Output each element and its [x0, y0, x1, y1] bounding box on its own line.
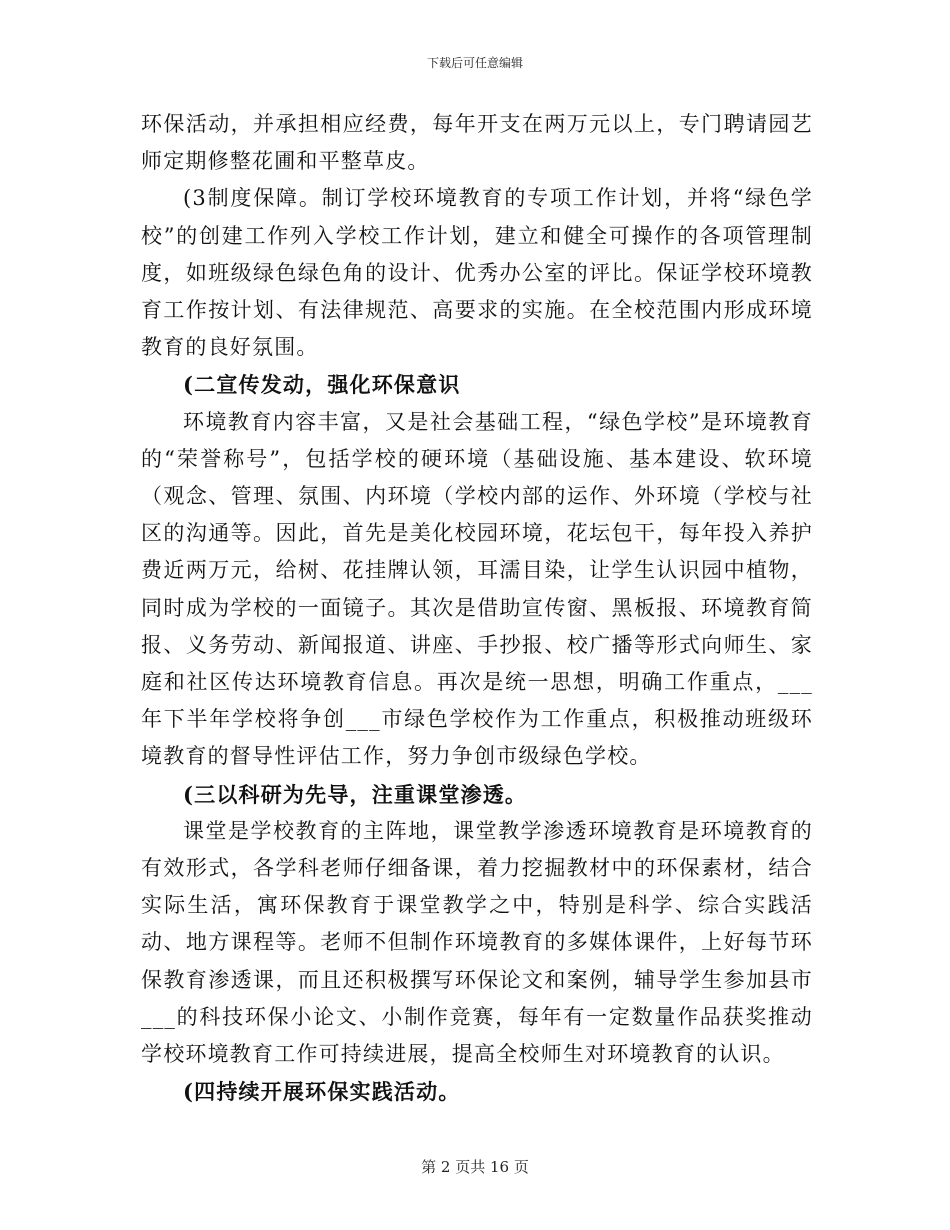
page-header: 下载后可任意编辑 — [426, 56, 523, 70]
paragraph-3: 环境教育内容丰富，又是社会基础工程，“绿色学校”是环境教育的“荣誉称号”，包括学校的硬环境（基础设施、基本建设、软环境（观念、管理、氛围、内环境（学校内部的运作、外环境（学校与社区的沟通等。因此，首先是美化校园环境，花坛包干，每年投入养护费近两万元，给树、花挂牌认领，耳濡目染，让学生认识园中植物，同时成为学校的一面镜子。其次是借助宣传窗、黑板报、环境教育简报、义务劳动、新闻报道、讲座、手抄报、校广播等形式向师生、家庭和社区传达环境教育信息。再次是统一思想，明确工作重点，___年下半年学校将争创___市绿色学校作为工作重点，积极推动班级环境教育的督导性评估工作，努力争创市级绿色学校。 — [141, 409, 813, 769]
paragraph-1: 环保活动，并承担相应经费，每年开支在两万元以上，专门聘请园艺师定期修整花圃和平整草皮。 — [141, 112, 813, 174]
section-heading-4: (四持续开展环保实践活动。 — [183, 1079, 461, 1105]
paragraph-4: 课堂是学校教育的主阵地，课堂教学渗透环境教育是环境教育的有效形式，各学科老师仔细备课，着力挖掘教材中的环保素材，结合实际生活，寓环保教育于课堂教学之中，特别是科学、综合实践活动、地方课程等。老师不但制作环境教育的多媒体课件，上好每节环保教育渗透课，而且还积极撰写环保论文和案例，辅导学生参加县市___的科技环保小论文、小制作竞赛，每年有一定数量作品获奖推动学校环境教育工作可持续进展，提高全校师生对环境教育的认识。 — [141, 818, 813, 1067]
page-footer: 第 2 页共 16 页 — [421, 1158, 529, 1176]
section-heading-3: (三以科研为先导，注重课堂渗透。 — [183, 781, 528, 807]
paragraph-2: (3制度保障。制订学校环境教育的专项工作计划，并将“绿色学校”的创建工作列入学校工作计划，建立和健全可操作的各项管理制度，如班级绿色绿色角的设计、优秀办公室的评比。保证学校环境教育工作按计划、有法律规范、高要求的实施。在全校范围内形成环境教育的良好氛围。 — [141, 186, 813, 360]
document-body — [141, 106, 813, 1110]
section-heading-2: (二宣传发动，强化环保意识 — [183, 372, 461, 398]
